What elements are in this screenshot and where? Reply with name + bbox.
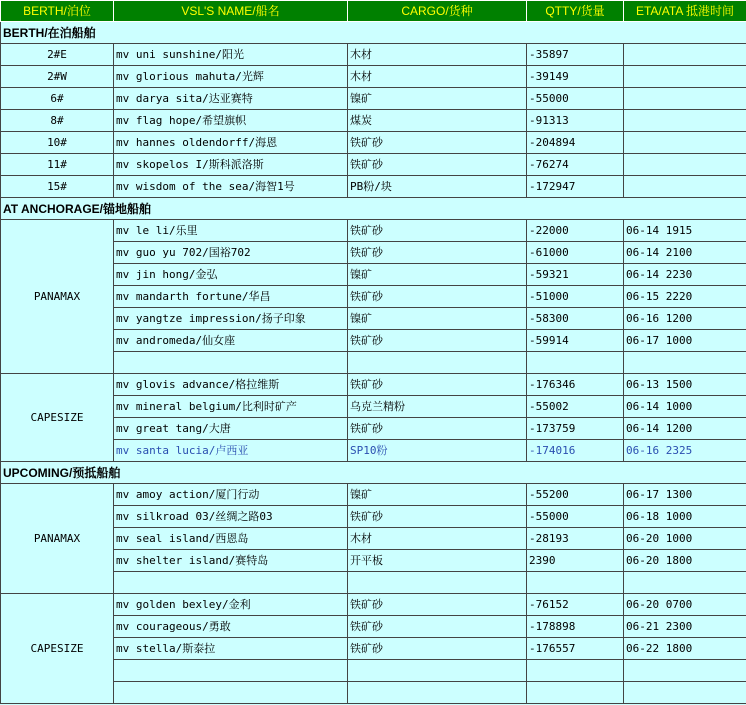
vessel-class-cell: CAPESIZE [1,374,114,462]
eta-cell: 06-14 2230 [624,264,746,286]
table-row [1,374,746,396]
qtty-cell: -76274 [527,154,624,176]
section-title-anchorage: AT ANCHORAGE/锚地船舶 [1,198,746,220]
eta-cell [624,660,746,682]
qtty-cell: -58300 [527,308,624,330]
vessel-cell: mv glorious mahuta/光辉 [114,66,348,88]
qtty-cell: -51000 [527,286,624,308]
vessel-cell [114,352,348,374]
eta-cell: 06-15 2220 [624,286,746,308]
berth-cell: 6# [1,88,114,110]
berth-cell: 2#E [1,44,114,66]
cargo-cell: 木材 [348,44,527,66]
eta-cell: 06-20 1800 [624,550,746,572]
section-title-upcoming: UPCOMING/预抵船舶 [1,462,746,484]
cargo-cell: 开平板 [348,550,527,572]
vessel-cell: mv yangtze impression/扬子印象 [114,308,348,330]
qtty-cell [527,682,624,704]
vessel-cell: mv mandarth fortune/华昌 [114,286,348,308]
qtty-cell: -55002 [527,396,624,418]
vessel-cell: mv guo yu 702/国裕702 [114,242,348,264]
qtty-cell: -55000 [527,506,624,528]
cargo-cell: 铁矿砂 [348,132,527,154]
qtty-cell [527,352,624,374]
vessel-cell: mv glovis advance/格拉维斯 [114,374,348,396]
qtty-cell: -59321 [527,264,624,286]
cargo-cell: SP10粉 [348,440,527,462]
section-row-berth [1,22,746,44]
vessel-cell: mv silkroad 03/丝绸之路03 [114,506,348,528]
table-row [1,484,746,506]
qtty-cell: -55000 [527,88,624,110]
vessel-cell [114,682,348,704]
table-row [1,176,746,198]
cargo-cell: PB粉/块 [348,176,527,198]
vessel-cell: mv golden bexley/金利 [114,594,348,616]
cargo-cell: 铁矿砂 [348,418,527,440]
table-row [1,66,746,88]
cargo-cell: 铁矿砂 [348,286,527,308]
vessel-cell: mv darya sita/达亚赛特 [114,88,348,110]
anchorage-capesize-body [1,374,746,462]
cargo-cell: 镍矿 [348,88,527,110]
eta-cell [624,176,746,198]
cargo-cell: 煤炭 [348,110,527,132]
cargo-cell: 木材 [348,528,527,550]
vessel-class-cell: CAPESIZE [1,594,114,704]
table-row [1,44,746,66]
qtty-cell: -176557 [527,638,624,660]
header-vessel: VSL'S NAME/船名 [114,1,348,22]
qtty-cell: -174016 [527,440,624,462]
berth-cell: 10# [1,132,114,154]
eta-cell: 06-17 1300 [624,484,746,506]
eta-cell [624,66,746,88]
vessel-cell: mv seal island/西恩岛 [114,528,348,550]
vessel-cell: mv shelter island/赛特岛 [114,550,348,572]
eta-cell: 06-16 2325 [624,440,746,462]
table-row [1,594,746,616]
vessel-cell: mv skopelos I/斯科派洛斯 [114,154,348,176]
table-row [1,110,746,132]
table-row [1,132,746,154]
upcoming-panamax-body [1,484,746,594]
cargo-cell [348,660,527,682]
vessel-cell: mv santa lucia/卢西亚 [114,440,348,462]
eta-cell: 06-21 2300 [624,616,746,638]
eta-cell [624,682,746,704]
qtty-cell: -61000 [527,242,624,264]
qtty-cell: -172947 [527,176,624,198]
cargo-cell: 铁矿砂 [348,330,527,352]
qtty-cell [527,660,624,682]
cargo-cell: 铁矿砂 [348,638,527,660]
cargo-cell: 铁矿砂 [348,506,527,528]
qtty-cell: 2390 [527,550,624,572]
cargo-cell: 铁矿砂 [348,594,527,616]
eta-cell: 06-22 1800 [624,638,746,660]
eta-cell [624,572,746,594]
eta-cell: 06-14 1915 [624,220,746,242]
vessel-cell [114,660,348,682]
cargo-cell [348,352,527,374]
vessel-cell: mv le li/乐里 [114,220,348,242]
qtty-cell: -76152 [527,594,624,616]
qtty-cell: -176346 [527,374,624,396]
vessel-cell: mv mineral belgium/比利时矿产 [114,396,348,418]
eta-cell: 06-13 1500 [624,374,746,396]
qtty-cell: -28193 [527,528,624,550]
header-cargo: CARGO/货种 [348,1,527,22]
vessel-cell: mv hannes oldendorff/海恩 [114,132,348,154]
qtty-cell: -91313 [527,110,624,132]
cargo-cell: 乌克兰精粉 [348,396,527,418]
eta-cell [624,352,746,374]
qtty-cell [527,572,624,594]
berth-body [1,44,746,198]
upcoming-capesize-body [1,594,746,704]
eta-cell: 06-14 2100 [624,242,746,264]
eta-cell [624,154,746,176]
vessel-cell: mv courageous/勇敢 [114,616,348,638]
qtty-cell: -204894 [527,132,624,154]
vessel-cell: mv jin hong/金弘 [114,264,348,286]
eta-cell [624,44,746,66]
cargo-cell: 镍矿 [348,484,527,506]
cargo-cell [348,572,527,594]
vessel-class-cell: PANAMAX [1,220,114,374]
table-row [1,220,746,242]
cargo-cell: 铁矿砂 [348,374,527,396]
eta-cell [624,88,746,110]
eta-cell: 06-20 1000 [624,528,746,550]
header-row [1,1,746,22]
berth-cell: 2#W [1,66,114,88]
eta-cell [624,110,746,132]
vessel-cell: mv stella/斯泰拉 [114,638,348,660]
qtty-cell: -22000 [527,220,624,242]
eta-cell: 06-16 1200 [624,308,746,330]
berth-cell: 8# [1,110,114,132]
qtty-cell: -39149 [527,66,624,88]
section-title-berth: BERTH/在泊船舶 [1,22,746,44]
vessel-cell: mv amoy action/厦门行动 [114,484,348,506]
cargo-cell [348,682,527,704]
qtty-cell: -173759 [527,418,624,440]
vessel-cell: mv flag hope/希望旗帜 [114,110,348,132]
berth-cell: 11# [1,154,114,176]
eta-cell: 06-20 0700 [624,594,746,616]
section-row-upcoming [1,462,746,484]
vessel-cell: mv great tang/大唐 [114,418,348,440]
eta-cell: 06-18 1000 [624,506,746,528]
table-row [1,88,746,110]
eta-cell: 06-17 1000 [624,330,746,352]
cargo-cell: 铁矿砂 [348,242,527,264]
berth-cell: 15# [1,176,114,198]
vessel-class-cell: PANAMAX [1,484,114,594]
vessel-cell: mv wisdom of the sea/海智1号 [114,176,348,198]
eta-cell [624,132,746,154]
anchorage-panamax-body [1,220,746,374]
eta-cell: 06-14 1200 [624,418,746,440]
table-row [1,154,746,176]
cargo-cell: 铁矿砂 [348,154,527,176]
vessel-cell: mv uni sunshine/阳光 [114,44,348,66]
vessel-cell: mv andromeda/仙女座 [114,330,348,352]
section-row-anchorage [1,198,746,220]
cargo-cell: 镍矿 [348,308,527,330]
qtty-cell: -55200 [527,484,624,506]
cargo-cell: 铁矿砂 [348,220,527,242]
header-qtty: QTTY/货量 [527,1,624,22]
eta-cell: 06-14 1000 [624,396,746,418]
cargo-cell: 镍矿 [348,264,527,286]
header-eta: ETA/ATA 抵港时间 [624,1,746,22]
cargo-cell: 铁矿砂 [348,616,527,638]
header-berth: BERTH/泊位 [1,1,114,22]
qtty-cell: -178898 [527,616,624,638]
qtty-cell: -59914 [527,330,624,352]
cargo-cell: 木材 [348,66,527,88]
qtty-cell: -35897 [527,44,624,66]
vessel-cell [114,572,348,594]
